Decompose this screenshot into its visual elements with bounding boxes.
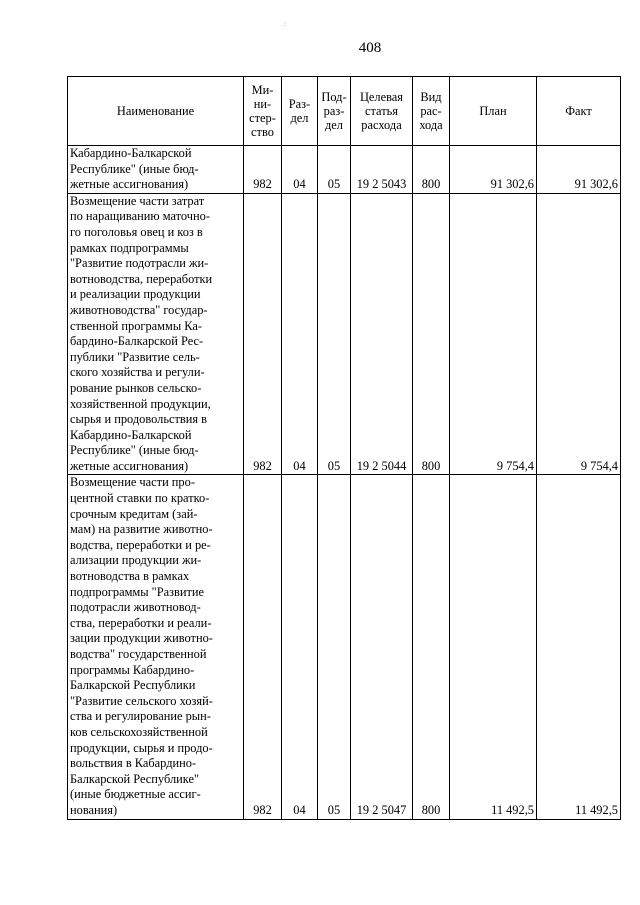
header-row	[68, 77, 621, 146]
text-line: Республике" (иные бюд-	[70, 443, 199, 458]
text-line: Вид	[420, 90, 442, 104]
text-line: "Развитие подотрасли жи-	[70, 256, 209, 271]
row-subsection: 05	[318, 475, 351, 819]
row-ministry: 982	[244, 193, 282, 475]
text-line: программы Кабардино-	[70, 662, 195, 677]
header-fact: Факт	[537, 77, 621, 146]
row-expense-type: 800	[413, 193, 450, 475]
text-line: жетные ассигнования)	[70, 458, 189, 473]
text-line: животноводства" государ-	[70, 302, 208, 317]
header-section	[282, 77, 318, 146]
text-line: ства, переработки и реали-	[70, 615, 212, 630]
row-ministry: 982	[244, 475, 282, 819]
text-line: хода	[419, 118, 443, 132]
text-line: Кабардино-Балкарской	[70, 146, 192, 160]
row-expense-type: 800	[413, 475, 450, 819]
row-fact: 9 754,4	[537, 193, 621, 475]
text-line: сырья и продовольствия в	[70, 412, 208, 427]
row-plan: 91 302,6	[450, 146, 537, 194]
text-line: зации продукции животно-	[70, 631, 213, 646]
text-line: статья	[364, 104, 398, 118]
header-plan: План	[450, 77, 537, 146]
text-line: рас-	[420, 104, 442, 118]
text-line: Ми-	[251, 83, 274, 97]
text-line: бардино-Балкарской Рес-	[70, 334, 204, 349]
row-target-article: 19 2 5044	[351, 193, 413, 475]
text-line: рамках подпрограммы	[70, 240, 189, 255]
text-line: продукции, сырья и продо-	[70, 740, 213, 755]
text-line: ство	[251, 125, 274, 139]
text-line: дел	[290, 111, 309, 125]
page-number: 408	[358, 40, 382, 56]
text-line: Кабардино-Балкарской	[70, 427, 192, 442]
row-subsection: 05	[318, 146, 351, 194]
text-line: ков сельскохозяйственной	[70, 724, 208, 739]
row-name	[68, 475, 244, 819]
text-line: "Развитие сельского хозяй-	[70, 693, 213, 708]
text-line: рование рынков сельско-	[70, 380, 202, 395]
text-line: раз-	[323, 104, 345, 118]
text-line: водства, переработки и ре-	[70, 537, 211, 552]
text-line: стер-	[249, 111, 276, 125]
text-line: подотрасли животновод-	[70, 600, 201, 615]
text-line: срочным кредитам (зай-	[70, 506, 198, 521]
row-section: 04	[282, 475, 318, 819]
text-line: Возмещение части про-	[70, 475, 195, 490]
text-line: ского хозяйства и регули-	[70, 365, 205, 380]
table-row	[68, 193, 621, 475]
text-line: подпрограммы "Развитие	[70, 584, 205, 599]
text-line: ства и регулирование рын-	[70, 709, 211, 724]
text-line: вольствия в Кабардино-	[70, 756, 197, 771]
table-row	[68, 146, 621, 194]
header-name: Наименование	[68, 77, 244, 146]
header-ministry	[244, 77, 282, 146]
text-line: ни-	[253, 97, 272, 111]
text-line: и реализации продукции	[70, 287, 201, 302]
header-target-article	[351, 77, 413, 146]
row-ministry: 982	[244, 146, 282, 194]
row-fact: 91 302,6	[537, 146, 621, 194]
text-line: центной ставки по кратко-	[70, 491, 210, 506]
text-line: Раз-	[288, 97, 311, 111]
row-plan: 11 492,5	[450, 475, 537, 819]
text-line: Балкарской Республике"	[70, 771, 200, 786]
text-line: по наращиванию маточно-	[70, 209, 210, 224]
text-line: вотноводства, переработки	[70, 271, 213, 286]
text-line: ализации продукции жи-	[70, 553, 202, 568]
text-line: хозяйственной продукции,	[70, 396, 211, 411]
row-name	[68, 146, 244, 194]
text-line: Возмещение части затрат	[70, 193, 205, 208]
text-line: ственной программы Ка-	[70, 318, 203, 333]
row-target-article: 19 2 5047	[351, 475, 413, 819]
text-line: дел	[325, 118, 343, 132]
text-line: мам) на развитие животно-	[70, 522, 213, 537]
row-section: 04	[282, 146, 318, 194]
header-expense-type	[413, 77, 450, 146]
row-section: 04	[282, 193, 318, 475]
table-row	[68, 475, 621, 819]
header-subsection	[318, 77, 351, 146]
row-fact: 11 492,5	[537, 475, 621, 819]
text-line: жетные ассигнования)	[70, 177, 189, 192]
text-line: Республике" (иные бюд-	[70, 161, 199, 176]
row-subsection: 05	[318, 193, 351, 475]
text-line: го поголовья овец и коз в	[70, 224, 203, 239]
budget-table	[67, 76, 621, 820]
text-line: вотноводства в рамках	[70, 569, 190, 584]
text-line: Целевая	[359, 90, 404, 104]
text-line: публики "Развитие сель-	[70, 349, 200, 364]
row-name	[68, 193, 244, 475]
scan-mark: :	[284, 20, 286, 28]
text-line: Балкарской Республики	[70, 678, 196, 693]
text-line: (иные бюджетные ассиг-	[70, 787, 201, 802]
text-line: нования)	[70, 802, 118, 817]
row-plan: 9 754,4	[450, 193, 537, 475]
text-line: расхода	[361, 118, 402, 132]
text-line: Под-	[321, 90, 347, 104]
text-line: водства" государственной	[70, 647, 207, 661]
row-target-article: 19 2 5043	[351, 146, 413, 194]
row-expense-type: 800	[413, 146, 450, 194]
